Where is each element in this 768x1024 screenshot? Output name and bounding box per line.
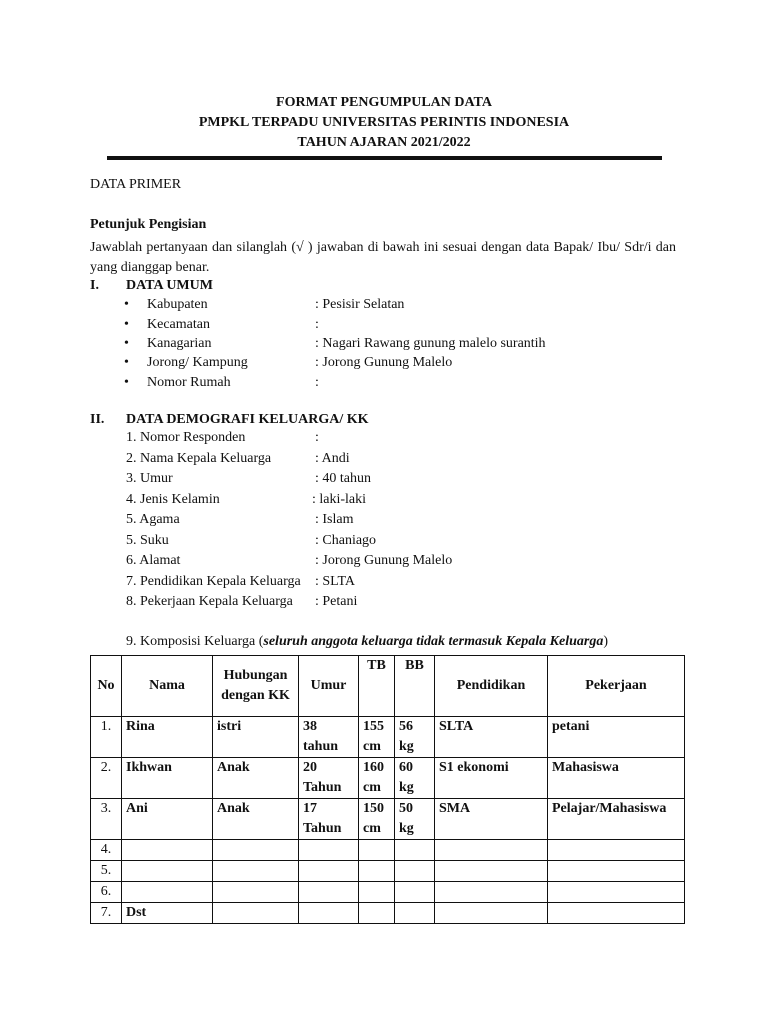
list-item [0,317,768,337]
header-line-2: PMPKL TERPADU UNIVERSITAS PERINTIS INDONESIA [198,115,570,130]
list-item [0,471,768,491]
table-row [91,717,685,758]
petunjuk-text: Jawablah pertanyaan dan silanglah (√ ) jawaban di bawah ini sesuai dengan data Bapak/ Ibu/ Sdr/i dan yang dianggap benar. [90,240,676,275]
cell-no: 2. [91,758,122,799]
cell-nama: Dst [122,903,213,924]
komposisi-table [90,655,685,924]
col-header-hubungan: Hubungan dengan KK [213,656,299,717]
header-line-3: TAHUN AJARAN 2021/2022 [297,135,471,150]
bullet-icon: • [124,375,129,390]
cell-tb [359,903,395,924]
cell-no: 6. [91,882,122,903]
field-label: Jorong/ Kampung [147,355,248,370]
cell-tb: 150 cm [359,799,395,840]
col-header-nama: Nama [122,656,213,717]
bullet-icon: • [124,317,129,332]
list-item [0,336,768,356]
cell-no: 4. [91,840,122,861]
cell-pekerjaan [548,903,685,924]
section-1-title: DATA UMUM [126,278,213,293]
field-label: 5. Agama [126,512,180,527]
field-value: : [315,375,319,390]
komposisi-suffix: ) [603,634,609,649]
field-label: 7. Pendidikan Kepala Keluarga [126,574,301,589]
cell-hubungan: Anak [213,758,299,799]
cell-umur: 20 Tahun [299,758,359,799]
cell-no: 5. [91,861,122,882]
cell-hubungan [213,861,299,882]
section-2-title: DATA DEMOGRAFI KELUARGA/ KK [126,412,369,427]
table-row [91,840,685,861]
cell-pendidikan: SLTA [435,717,548,758]
cell-nama: Ani [122,799,213,840]
field-label: 8. Pekerjaan Kepala Keluarga [126,594,293,609]
field-value: : Pesisir Selatan [315,297,405,312]
cell-hubungan [213,840,299,861]
table-row [91,882,685,903]
list-item [0,533,768,553]
col-header-pendidikan: Pendidikan [435,656,548,717]
cell-bb: 60 kg [395,758,435,799]
table-row [91,903,685,924]
cell-pendidikan [435,840,548,861]
list-item [0,574,768,594]
list-item [0,375,768,395]
cell-hubungan: Anak [213,799,299,840]
field-value: : Islam [315,512,354,527]
cell-bb: 50 kg [395,799,435,840]
col-header-tb: TB [359,656,395,717]
cell-pekerjaan: petani [548,717,685,758]
komposisi-heading [126,634,608,650]
cell-umur [299,882,359,903]
cell-tb: 155 cm [359,717,395,758]
table-row [91,861,685,882]
cell-no: 1. [91,717,122,758]
cell-pendidikan [435,882,548,903]
field-value: : SLTA [315,574,355,589]
bullet-icon: • [124,355,129,370]
cell-pekerjaan: Pelajar/Mahasiswa [548,799,685,840]
cell-hubungan [213,903,299,924]
cell-pendidikan: SMA [435,799,548,840]
list-item [0,355,768,375]
field-value: : Nagari Rawang gunung malelo surantih [315,336,546,351]
petunjuk-title: Petunjuk Pengisian [90,217,207,232]
table-header-row [91,656,685,717]
field-label: Kecamatan [147,317,210,332]
cell-tb [359,882,395,903]
cell-pendidikan: S1 ekonomi [435,758,548,799]
section-2-number: II. [90,412,105,427]
cell-umur: 38 tahun [299,717,359,758]
cell-umur: 17 Tahun [299,799,359,840]
field-label: 2. Nama Kepala Keluarga [126,451,272,466]
col-header-pekerjaan: Pekerjaan [548,656,685,717]
cell-bb: 56 kg [395,717,435,758]
list-item [0,512,768,532]
table-row [91,758,685,799]
cell-nama [122,861,213,882]
cell-umur [299,840,359,861]
header-line-1: FORMAT PENGUMPULAN DATA [276,95,492,110]
cell-pekerjaan [548,882,685,903]
col-header-no: No [91,656,122,717]
cell-pendidikan [435,903,548,924]
cell-tb [359,840,395,861]
field-value: : laki-laki [312,492,367,507]
cell-nama [122,882,213,903]
cell-bb [395,840,435,861]
komposisi-italic: seluruh anggota keluarga tidak termasuk Kepala Keluarga [263,634,604,649]
cell-pekerjaan: Mahasiswa [548,758,685,799]
cell-nama: Rina [122,717,213,758]
cell-tb [359,861,395,882]
field-label: 3. Umur [126,471,173,486]
field-label: 5. Suku [126,533,169,548]
document-header [0,93,768,153]
cell-no: 3. [91,799,122,840]
bullet-icon: • [124,336,129,351]
cell-umur [299,903,359,924]
field-value: : Petani [315,594,358,609]
cell-bb [395,882,435,903]
list-item [0,553,768,573]
data-primer-heading: DATA PRIMER [90,177,182,192]
field-value: : Jorong Gunung Malelo [315,355,453,370]
header-divider [107,156,662,160]
field-label: 6. Alamat [126,553,181,568]
cell-umur [299,861,359,882]
field-label: 4. Jenis Kelamin [126,492,220,507]
cell-pekerjaan [548,861,685,882]
section-1-number: I. [90,278,99,293]
field-value: : [315,317,319,332]
cell-pekerjaan [548,840,685,861]
list-item [0,492,768,512]
field-value: : Andi [315,451,350,466]
field-label: Kabupaten [147,297,208,312]
table-row [91,799,685,840]
col-header-bb: BB [395,656,435,717]
field-value: : [315,430,319,445]
field-label: Nomor Rumah [147,375,231,390]
cell-nama [122,840,213,861]
bullet-icon: • [124,297,129,312]
cell-bb [395,861,435,882]
cell-hubungan [213,882,299,903]
list-item [0,430,768,450]
cell-tb: 160 cm [359,758,395,799]
field-value: : 40 tahun [315,471,371,486]
field-value: : Chaniago [315,533,377,548]
field-label: 1. Nomor Responden [126,430,246,445]
field-value: : Jorong Gunung Malelo [315,553,453,568]
list-item [0,297,768,317]
list-item [0,594,768,614]
komposisi-prefix: 9. Komposisi Keluarga ( [126,634,264,649]
field-label: Kanagarian [147,336,212,351]
cell-nama: Ikhwan [122,758,213,799]
col-header-umur: Umur [299,656,359,717]
cell-bb [395,903,435,924]
cell-pendidikan [435,861,548,882]
list-item [0,451,768,471]
cell-hubungan: istri [213,717,299,758]
cell-no: 7. [91,903,122,924]
